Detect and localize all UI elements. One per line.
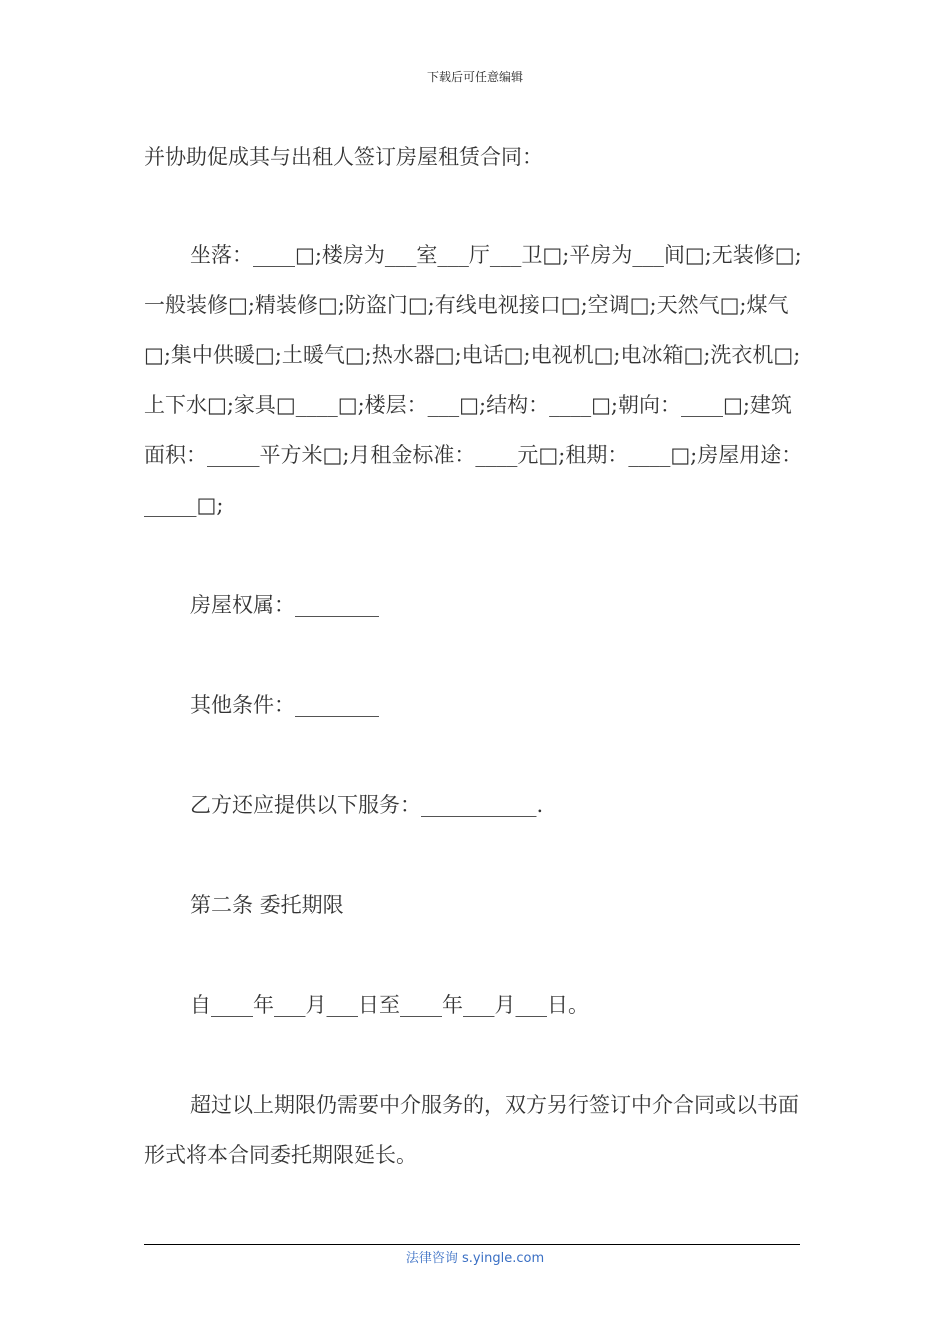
document-body <box>144 132 806 1180</box>
footer-link[interactable]: 法律咨询 s.yingle.com <box>405 1251 545 1266</box>
footer-divider <box>144 1244 800 1245</box>
paragraph-term-dates: 自____年___月___日至____年___月___日。 <box>190 993 589 1017</box>
page-header: 下载后可任意编辑 <box>426 70 523 84</box>
paragraph-property-details: 坐落：____□;楼房为___室___厅___卫□;平房为___间□;无装修□;一般装修□;精装修□;防盗门□;有线电视接口□;空调□;天然气□;煤气□;集中供暖□;土暖气□;热水器□;电话□;电视机□;电冰箱□;洗衣机□;上下水□;家具□____□;楼层：___□;结构：____□;朝向：____□;建筑面积：_____平方米□;月租金标准：____元□;租期：____□;房屋用途：_____□; <box>144 243 803 517</box>
paragraph-other-conditions: 其他条件：________ <box>190 693 379 717</box>
paragraph-intro: 并协助促成其与出租人签订房屋租赁合同： <box>144 145 543 169</box>
section-heading-term: 第二条 委托期限 <box>190 893 344 917</box>
paragraph-ownership: 房屋权属：________ <box>190 593 379 617</box>
paragraph-services: 乙方还应提供以下服务：___________. <box>190 793 544 817</box>
paragraph-extension: 超过以上期限仍需要中介服务的，双方另行签订中介合同或以书面形式将本合同委托期限延长。 <box>144 1093 799 1167</box>
